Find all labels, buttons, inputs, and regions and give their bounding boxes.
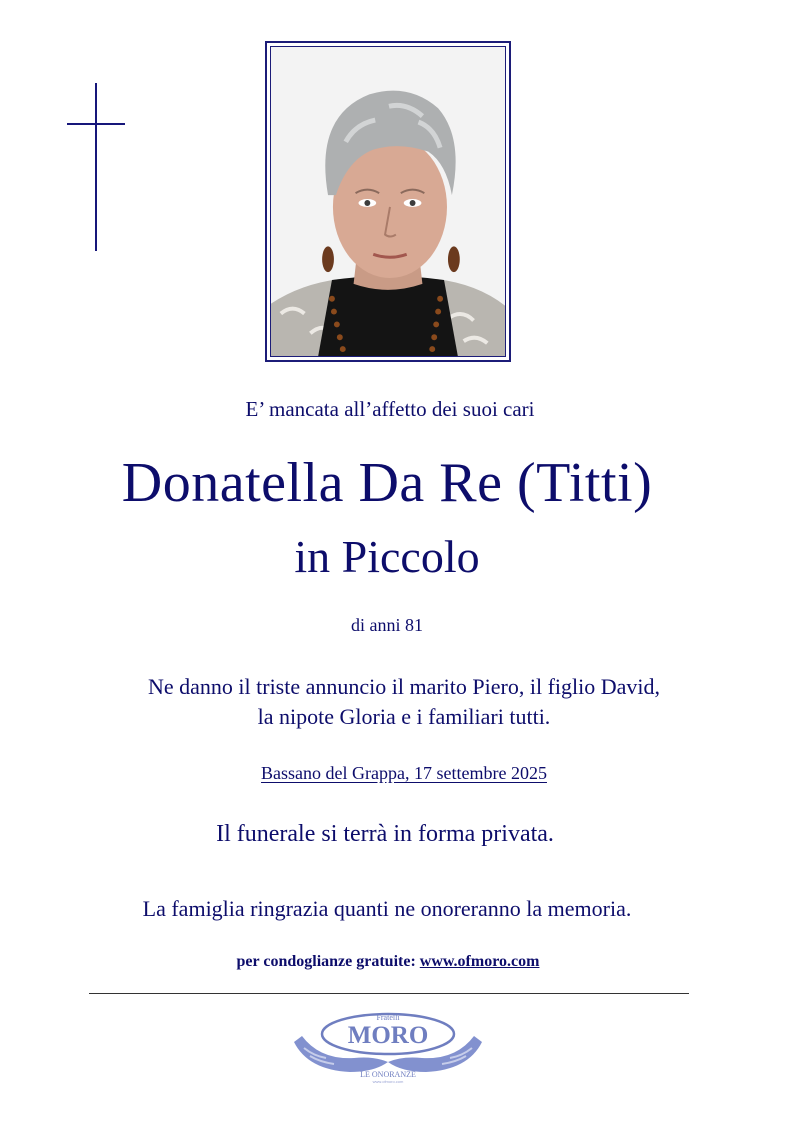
cross-vertical (95, 83, 97, 251)
age-text: di anni 81 (351, 615, 423, 635)
logo-small-text: www.ofmoro.com (372, 1079, 404, 1084)
announcement (0, 672, 795, 732)
married-name: in Piccolo (294, 531, 480, 582)
announcement-line-1: Ne danno il triste annuncio il marito Piero, il figlio David, (147, 674, 660, 699)
condolences-link[interactable]: www.ofmoro.com (419, 953, 540, 970)
intro-text: E’ mancata all’affetto dei suoi cari (245, 397, 535, 421)
announcement-line-2: la nipote Gloria e i familiari tutti. (257, 704, 551, 729)
place-date (0, 763, 795, 784)
logo-top-text: Fratelli (376, 1013, 400, 1022)
portrait-frame (265, 41, 511, 362)
cross-horizontal (67, 123, 125, 125)
funeral-text: Il funerale si terrà in forma privata. (216, 821, 554, 847)
logo-brand: MORO (347, 1022, 429, 1049)
divider-line (89, 993, 689, 994)
condolences (0, 953, 776, 971)
portrait-image (271, 47, 505, 356)
logo-graphic (290, 1008, 486, 1084)
portrait-photo (270, 46, 506, 357)
condolences-label: per condoglianze gratuite: (236, 953, 420, 970)
logo-bottom-text: LE ONORANZE (360, 1070, 416, 1079)
place-date-text: Bassano del Grappa, 17 settembre 2025 (261, 763, 547, 783)
thanks-text: La famiglia ringrazia quanti ne onoreranno la memoria. (142, 896, 632, 921)
funeral-home-logo (290, 1008, 486, 1084)
deceased-name: Donatella Da Re (Titti) (121, 452, 653, 514)
